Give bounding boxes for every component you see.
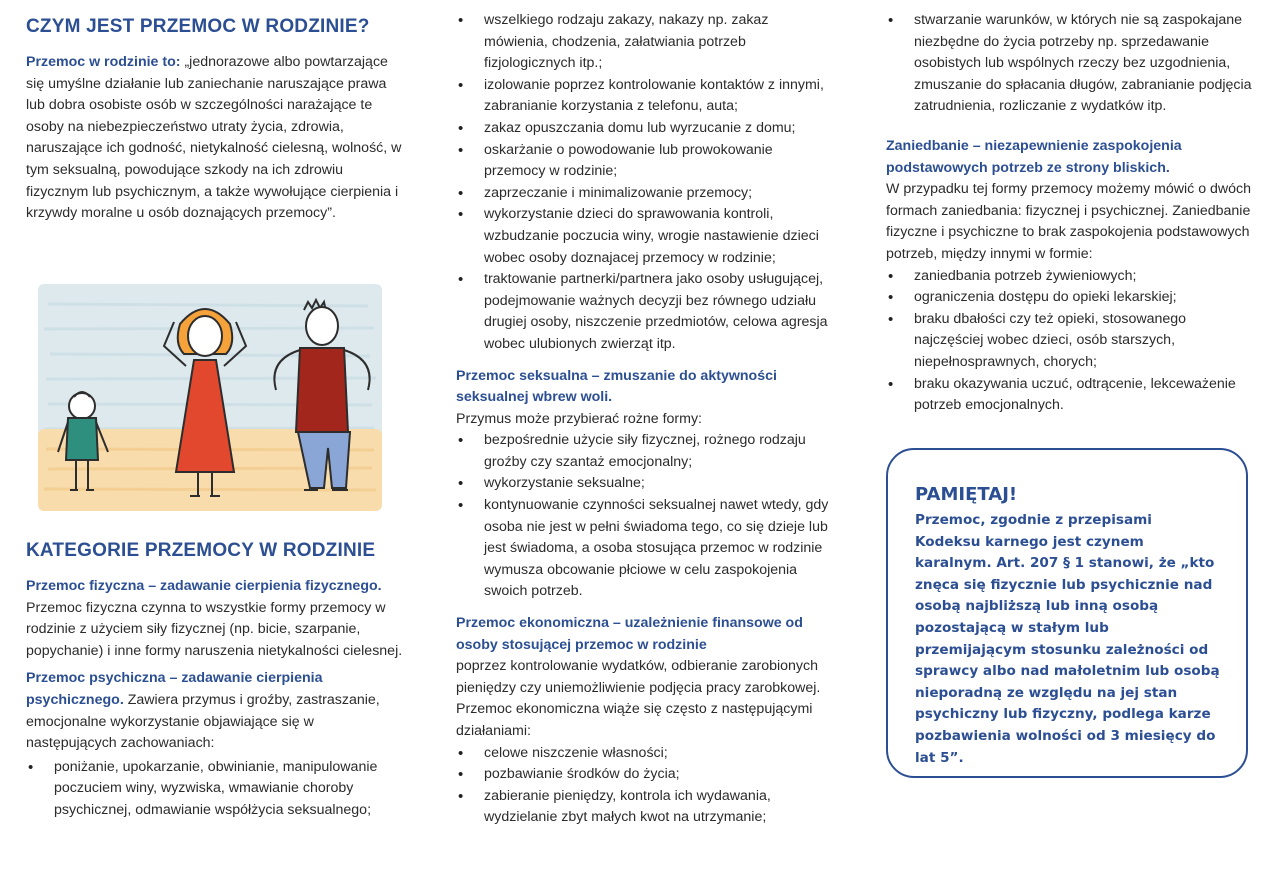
list-item: • ograniczenia dostępu do opieki lekarskiej; [886,287,1256,309]
list-item: • wykorzystanie seksualne; [456,473,836,495]
remember-title: PAMIĘTAJ! [915,484,1018,505]
psychological-text: Zawiera przymus i groźby, zastraszanie, emocjonalne wykorzystanie objawiające się w następujących zachowaniach: [26,691,380,752]
list-item: • traktowanie partnerki/partnera jako osoby usługującej, podejmowanie ważnych decyzji bez równego udziału drugiej osoby, niszczenie przedmiotów, celowa agresja wobec ulubionych zwierząt itp. [456,269,836,355]
list-item: • wszelkiego rodzaju zakazy, nakazy np. zakaz mówienia, chodzenia, załatwiania potrzeb fizjologicznych itp.; [456,10,836,75]
neglect-text: W przypadku tej formy przemocy możemy mówić o dwóch formach zaniedbania: fizycznej i psychicznej. Zaniedbanie fizyczne i psychiczne to brak zaspokojenia podstawowych potrzeb, między innymi w formie: [886,181,1252,262]
remember-box [886,448,1248,778]
definition-lead: Przemoc w rodzinie to: [26,54,181,70]
list-item: • celowe niszczenie własności; [456,743,836,765]
list-item: • bezpośrednie użycie siły fizycznej, rożnego rodzaju groźby czy szantaż emocjonalny; [456,430,836,473]
sexual-lead: Przemoc seksualna – zmuszanie do aktywności seksualnej wbrew woli. [456,367,777,406]
neglect-list [886,266,1256,417]
psychological-paragraph [26,668,406,754]
neglect-lead: Zaniedbanie – niezapewnienie zaspokojenia podstawowych potrzeb ze strony bliskich. [886,137,1182,176]
economic-list-part1 [456,743,836,829]
family-illustration-svg [38,284,382,514]
intro-section [26,14,404,231]
psychological-lead: Przemoc psychiczna – zadawanie cierpienia psychicznego. [26,670,323,708]
column-right [886,10,1256,417]
remember-text: Przemoc, zgodnie z przepisami Kodeksu karnego jest czynem karalnym. Art. 207 § 1 stanowi, że „kto znęca się fizycznie lub psychicznie nad osobą najbliższą lub inną osobą pozostającą w stałym lub przemijającym stosunku zależności od sprawcy albo nad małoletnim lub osobą nieporadną ze względu na jej stan psychiczny lub fizyczny, podlega karze pozbawienia wolności od 3 miesięcy do lat 5”. [915,512,1220,766]
physical-text: Przemoc fizyczna czynna to wszystkie formy przemocy w rodzinie z użyciem siły fizycznej (np. bicie, szarpanie, popychanie) i inne formy naruszenia nietykalności cielesnej. [26,599,403,659]
list-item: • poniżanie, upokarzanie, obwinianie, manipulowanie poczuciem winy, wyzwiska, wmawianie choroby psychicznej, odmawianie współżycia seksualnego; [26,757,406,822]
list-item: • zaprzeczanie i minimalizowanie przemocy; [456,183,836,205]
categories-title: KATEGORIE PRZEMOCY W RODZINIE [26,540,376,561]
economic-text: poprzez kontrolowanie wydatków, odbieranie zarobionych pieniędzy czy uniemożliwienie podjęcia pracy zarobkowej. Przemoc ekonomiczna wiąże się często z następującymi działaniami: [456,658,821,739]
physical-lead: Przemoc fizyczna – zadawanie cierpienia fizycznego. [26,578,382,594]
psychological-list-part2 [456,10,836,356]
family-illustration [38,284,382,514]
list-item: • stwarzanie warunków, w których nie są zaspokajane niezbędne do życia potrzeby np. sprzedawanie osobistych lub wspólnych rzeczy bez uzgodnienia, zmuszanie do spłacania długów, zabranianie podjęcia zatrudnienia, rozliczanie z wydatków itp. [886,10,1256,118]
definition-paragraph [26,52,404,225]
list-item: • oskarżanie o powodowanie lub prowokowanie przemocy w rodzinie; [456,140,836,183]
list-item: • zaniedbania potrzeb żywieniowych; [886,266,1256,288]
list-item: • braku dbałości czy też opieki, stosowanego najczęściej wobec dzieci, osób starszych, niepełnosprawnych, chorych; [886,309,1256,374]
sexual-list [456,430,836,603]
definition-text: „jednorazowe albo powtarzające się umyślne działanie lub zaniechanie naruszające prawa lub dobra osobiste osób w szczególności narażające te osoby na niebezpieczeństwo utraty życia, zdrowia, naruszające ich godność, nietykalność cielesną, wolność, w tym seksualną, powodujące szkody na ich zdrowiu fizycznym lub psychicznym, a także wywołujące cierpienia i krzywdy moralne u osób doznających przemocy”. [26,54,402,222]
list-item: • wykorzystanie dzieci do sprawowania kontroli, wzbudzanie poczucia winy, wrogie nastawienie dzieci wobec osoby doznajacej przemocy w rodzinie; [456,204,836,269]
economic-list-part2 [886,10,1256,118]
list-item: • pozbawianie środków do życia; [456,764,836,786]
intro-title: CZYM JEST PRZEMOC W RODZINIE? [26,16,370,37]
list-item: • kontynuowanie czynności seksualnej nawet wtedy, gdy osoba nie jest w pełni świadoma tego, co się dzieje lub jest świadoma, a osoba stosująca przemoc w rodzinie wymusza obcowanie płciowe w celu zaspokojenia swoich potrzeb. [456,495,836,603]
column-middle [456,10,836,829]
economic-lead: Przemoc ekonomiczna – uzależnienie finansowe od osoby stosującej przemoc w rodzinie [456,615,803,653]
list-item: • zakaz opuszczania domu lub wyrzucanie z domu; [456,118,836,140]
psychological-list-part1 [26,757,406,822]
list-item: • braku okazywania uczuć, odtrącenie, lekceważenie potrzeb emocjonalnych. [886,374,1256,417]
categories-section [26,538,406,822]
list-item: • zabieranie pieniędzy, kontrola ich wydawania, wydzielanie zbyt małych kwot na utrzymanie; [456,786,836,829]
sexual-text: Przymus może przybierać rożne formy: [456,410,702,427]
list-item: • izolowanie poprzez kontrolowanie kontaktów z innymi, zabranianie korzystania z telefonu, auta; [456,75,836,118]
